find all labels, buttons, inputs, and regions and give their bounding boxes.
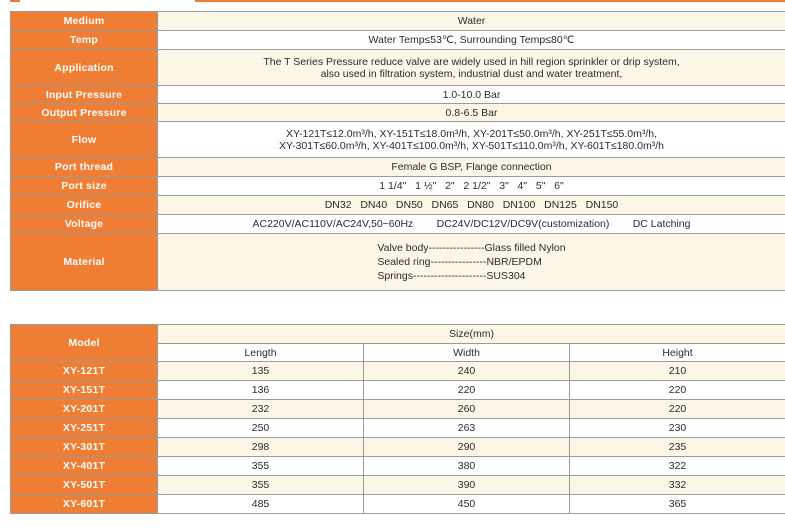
spec-value: 1 1/4" 1 ½" 2" 2 1/2" 3" 4" 5" 6" [158, 177, 785, 196]
spec-value: 1.0-10.0 Bar [158, 86, 785, 104]
spec-value [158, 50, 785, 86]
spec-value: DN32 DN40 DN50 DN65 DN80 DN100 DN125 DN150 [158, 196, 785, 215]
width-cell: 450 [364, 495, 570, 514]
spec-label: Temp [11, 31, 158, 50]
spec-row-temp [11, 31, 785, 50]
width-cell: 290 [364, 438, 570, 457]
size-header-row [11, 325, 785, 344]
specification-table [10, 11, 785, 291]
spec-row-port-thread [11, 158, 785, 177]
table-row [11, 476, 785, 495]
height-cell: 220 [570, 400, 785, 419]
top-accent-line [10, 0, 785, 2]
size-header: Size(mm) [158, 325, 785, 344]
table-row [11, 495, 785, 514]
application-line-2: also used in filtration system, industrial dust and water treatment, [320, 67, 623, 80]
spec-row-voltage [11, 215, 785, 234]
accent-line-left [10, 0, 20, 2]
length-cell: 298 [158, 438, 364, 457]
model-cell: XY-301T [11, 438, 158, 457]
height-cell: 230 [570, 419, 785, 438]
table-row [11, 457, 785, 476]
spec-label: Flow [11, 122, 158, 158]
length-cell: 135 [158, 362, 364, 381]
length-cell: 355 [158, 457, 364, 476]
model-size-table [10, 324, 785, 514]
table-row [11, 400, 785, 419]
width-cell: 263 [364, 419, 570, 438]
table-row [11, 419, 785, 438]
spec-row-flow [11, 122, 785, 158]
spec-row-output-pressure [11, 104, 785, 122]
width-cell: 380 [364, 457, 570, 476]
height-cell: 210 [570, 362, 785, 381]
width-cell: 240 [364, 362, 570, 381]
spec-label: Voltage [11, 215, 158, 234]
spec-row-material [11, 234, 785, 291]
spec-label: Medium [11, 12, 158, 31]
accent-line-right [195, 0, 785, 2]
spec-value: 0.8-6.5 Bar [158, 104, 785, 122]
spec-value: Water [158, 12, 785, 31]
flow-line-2: XY-301T≤60.0m³/h, XY-401T≤100.0m³/h, XY-501T≤110.0m³/h, XY-601T≤180.0m³/h [279, 139, 664, 152]
spec-label: Output Pressure [11, 104, 158, 122]
length-cell: 250 [158, 419, 364, 438]
table-row [11, 381, 785, 400]
height-cell: 322 [570, 457, 785, 476]
spec-label: Port size [11, 177, 158, 196]
spec-row-orifice [11, 196, 785, 215]
length-cell: 355 [158, 476, 364, 495]
spec-label: Application [11, 50, 158, 86]
model-cell: XY-251T [11, 419, 158, 438]
height-cell: 332 [570, 476, 785, 495]
length-cell: 136 [158, 381, 364, 400]
length-header: Length [158, 344, 364, 362]
model-cell: XY-401T [11, 457, 158, 476]
flow-line-1: XY-121T≤12.0m³/h, XY-151T≤18.0m³/h, XY-201T≤50.0m³/h, XY-251T≤55.0m³/h, [285, 127, 658, 140]
application-line-1: The T Series Pressure reduce valve are widely used in hill region sprinkler or drip system, [263, 55, 680, 68]
width-cell: 220 [364, 381, 570, 400]
spec-row-medium [11, 12, 785, 31]
spec-row-input-pressure [11, 86, 785, 104]
material-line-1: Valve body----------------Glass filled Nylon [377, 242, 566, 254]
height-cell: 220 [570, 381, 785, 400]
material-list [377, 241, 565, 283]
model-cell: XY-201T [11, 400, 158, 419]
height-cell: 365 [570, 495, 785, 514]
spec-value [158, 234, 785, 291]
spec-value: AC220V/AC110V/AC24V,50~60Hz DC24V/DC12V/DC9V(customization) DC Latching [158, 215, 785, 234]
model-cell: XY-151T [11, 381, 158, 400]
length-cell: 485 [158, 495, 364, 514]
width-cell: 390 [364, 476, 570, 495]
table-row [11, 362, 785, 381]
width-cell: 260 [364, 400, 570, 419]
model-cell: XY-601T [11, 495, 158, 514]
model-header: Model [11, 325, 158, 362]
spec-row-port-size [11, 177, 785, 196]
spec-value: Female G BSP, Flange connection [158, 158, 785, 177]
spec-value: Water Temp≤53℃, Surrounding Temp≤80℃ [158, 31, 785, 50]
spec-row-application [11, 50, 785, 86]
spec-label: Orifice [11, 196, 158, 215]
material-line-3: Springs---------------------SUS304 [377, 270, 526, 282]
length-cell: 232 [158, 400, 364, 419]
spec-label: Input Pressure [11, 86, 158, 104]
height-cell: 235 [570, 438, 785, 457]
height-header: Height [570, 344, 785, 362]
width-header: Width [364, 344, 570, 362]
material-line-2: Sealed ring----------------NBR/EPDM [377, 256, 542, 268]
spec-label: Port thread [11, 158, 158, 177]
model-cell: XY-121T [11, 362, 158, 381]
spec-label: Material [11, 234, 158, 291]
spec-value [158, 122, 785, 158]
table-row [11, 438, 785, 457]
model-cell: XY-501T [11, 476, 158, 495]
